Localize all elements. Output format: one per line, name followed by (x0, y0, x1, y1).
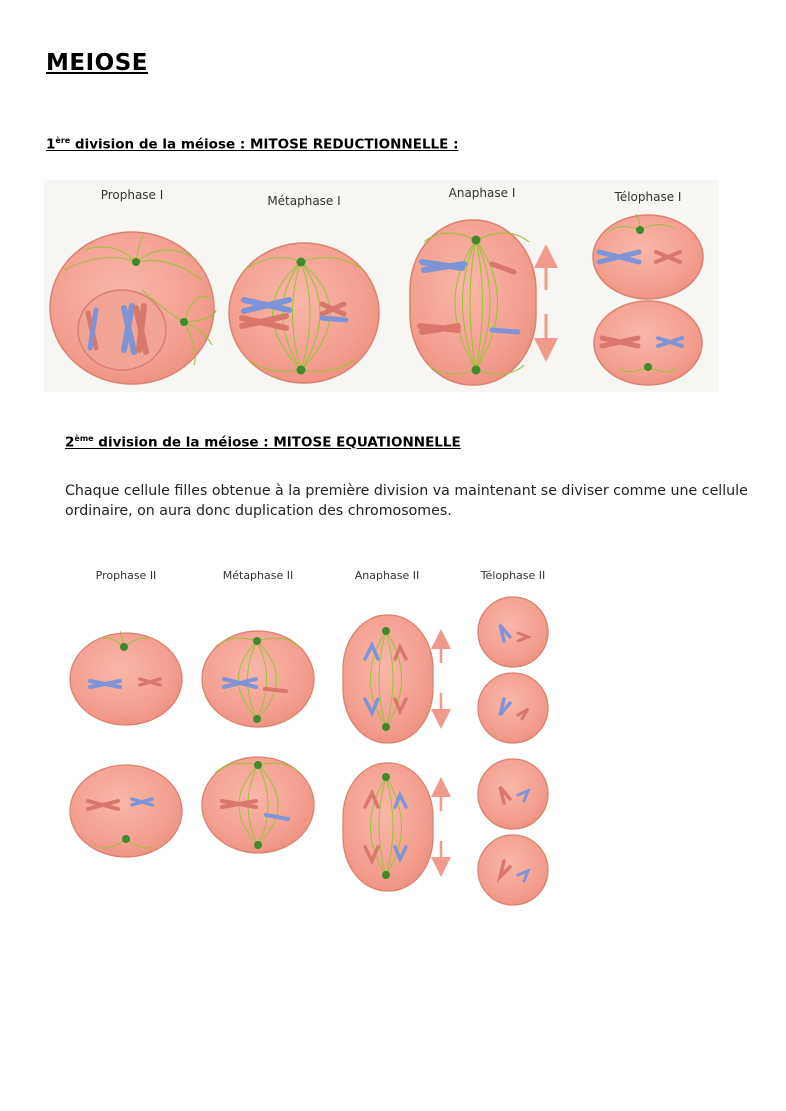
centrosome (472, 366, 481, 375)
centrosome (297, 366, 306, 375)
prophase-ii-cell-bottom (70, 765, 182, 857)
centrosome (120, 643, 128, 651)
section2-number: 2 (65, 434, 75, 451)
centrosome (132, 258, 140, 266)
centrosome (472, 236, 481, 245)
section1-heading-text: division de la méiose : MITOSE REDUCTIONNELLE : (70, 136, 459, 153)
centrosome (180, 318, 188, 326)
telophase-i-cell-bottom (594, 301, 702, 385)
phase-label-anaphase-ii: Anaphase II (354, 569, 420, 582)
meiosis-i-figure (44, 180, 719, 392)
section2-ordinal-suffix: ème (74, 434, 94, 443)
anaphase-i-cell (410, 220, 536, 385)
phase-label-prophase-i: Prophase I (100, 188, 164, 202)
centrosome (297, 258, 306, 267)
anaphase-ii-cell-bottom (343, 763, 433, 891)
section2-heading-text: division de la méiose : MITOSE EQUATIONNELLE (93, 434, 461, 451)
phase-label-prophase-ii: Prophase II (95, 569, 157, 582)
page-title: MEIOSE (46, 50, 148, 76)
centrosome (636, 226, 644, 234)
metaphase-ii-cell-bottom (202, 757, 314, 853)
section1-heading (46, 136, 458, 153)
anaphase-ii-cell-top (343, 615, 433, 743)
centrosome (644, 363, 652, 371)
meiosis-ii-figure (60, 555, 560, 910)
section2-heading (65, 434, 461, 451)
telophase-i-cell-top (593, 214, 703, 299)
phase-label-anaphase-i: Anaphase I (448, 186, 516, 200)
metaphase-i-cell (229, 243, 379, 383)
prophase-i-cell (50, 232, 216, 384)
phase-label-telophase-ii: Télophase II (480, 569, 546, 582)
phase-label-telophase-i: Télophase I (614, 190, 682, 204)
phase-label-metaphase-i: Métaphase I (267, 194, 341, 208)
phase-label-metaphase-ii: Métaphase II (222, 569, 294, 582)
section1-number: 1 (46, 136, 56, 153)
body-paragraph: Chaque cellule filles obtenue à la première division va maintenant se diviser comme une cellule ordinaire, on aura donc duplication des chromosomes. (65, 483, 748, 519)
metaphase-ii-cell-top (202, 631, 314, 727)
section1-ordinal-suffix: ère (55, 136, 71, 145)
